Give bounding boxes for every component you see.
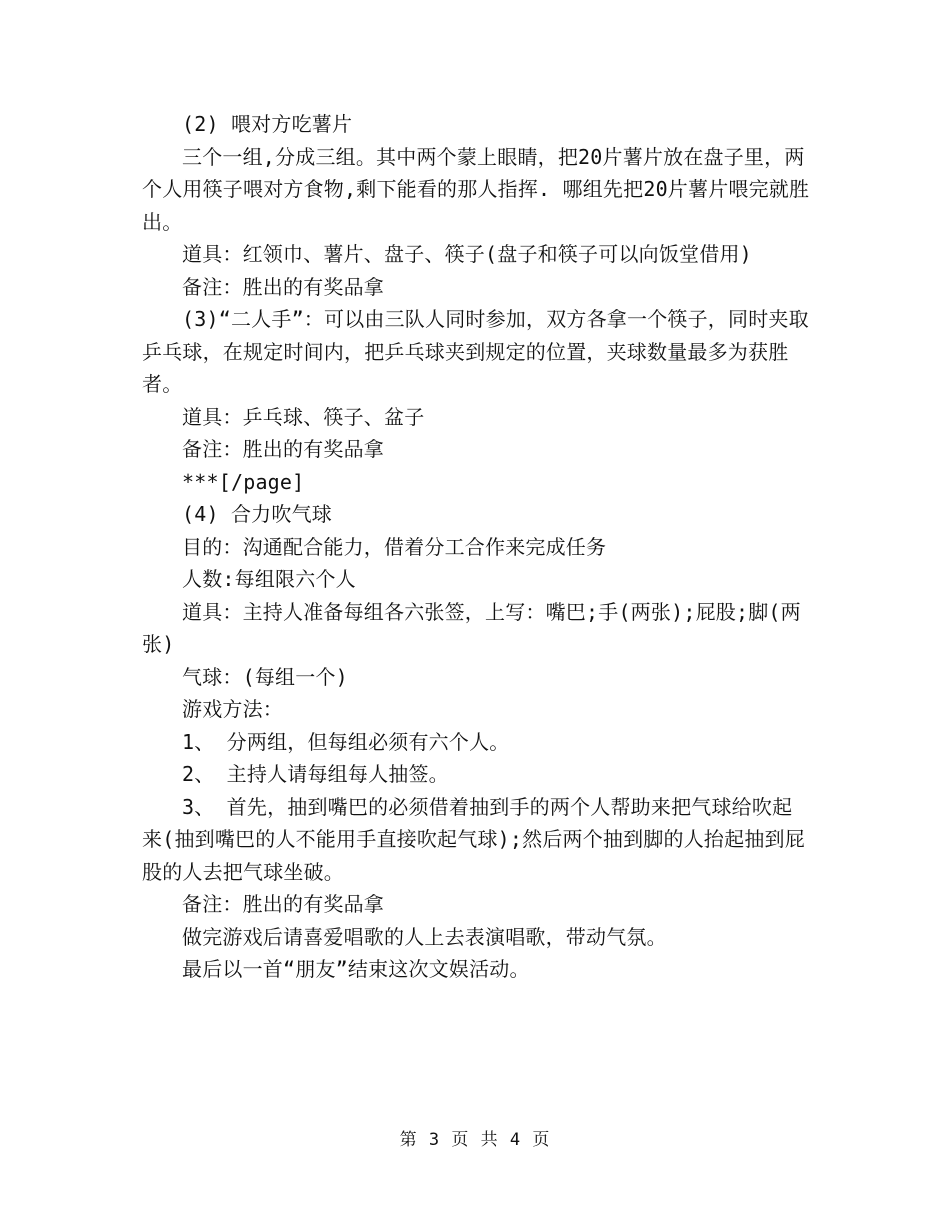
paragraph-balloon-people: 人数:每组限六个人 [182, 567, 356, 591]
paragraph-closing: 最后以一首“朋友”结束这次文娱活动。 [182, 957, 530, 981]
paragraph-balloon-purpose: 目的：沟通配合能力，借着分工合作来完成任务 [182, 534, 607, 559]
paragraph-feed-chips-props: 道具：红领巾、薯片、盘子、筷子(盘子和筷子可以向饭堂借用) [182, 242, 752, 266]
paragraph-two-hands-note: 备注：胜出的有奖品拿 [182, 437, 384, 461]
paragraph-balloon-props: 道具：主持人准备每组各六张签，上写：嘴巴;手(两张);屁股;脚(两张) [142, 599, 801, 656]
list-item-step-2: 2、 主持人请每组每人抽签。 [182, 762, 449, 786]
heading-feed-chips: (2) 喂对方吃薯片 [182, 112, 353, 136]
document-body [142, 108, 810, 986]
list-item-step-1: 1、 分两组，但每组必须有六个人。 [182, 729, 510, 754]
page-number-footer: 第 3 页 共 4 页 [399, 1130, 551, 1150]
paragraph-two-hands-props: 道具：乒乓球、筷子、盆子 [182, 404, 425, 429]
paragraph-balloon-balloons: 气球：(每组一个) [182, 664, 348, 689]
heading-blow-balloon: (4) 合力吹气球 [182, 502, 332, 526]
paragraph-after-games: 做完游戏后请喜爱唱歌的人上去表演唱歌，带动气氛。 [182, 924, 667, 949]
paragraph-feed-chips-note: 备注：胜出的有奖品拿 [182, 274, 384, 299]
page-marker: ***[/page] [182, 469, 305, 494]
paragraph-two-hands-rules: (3)“二人手”：可以由三队人同时参加，双方各拿一个筷子，同时夹取乒乓球，在规定时间内，把乒乓球夹到规定的位置，夹球数量最多为获胜者。 [142, 307, 809, 396]
paragraph-balloon-method-title: 游戏方法： [182, 697, 283, 721]
list-item-step-3: 3、 首先，抽到嘴巴的必须借着抽到手的两个人帮助来把气球给吹起来(抽到嘴巴的人不能用手直接吹起气球);然后两个抽到脚的人抬起抽到屁股的人去把气球坐破。 [142, 794, 805, 884]
paragraph-feed-chips-rules: 三个一组,分成三组。其中两个蒙上眼睛，把20片薯片放在盘子里，两个人用筷子喂对方食物,剩下能看的那人指挥. 哪组先把20片薯片喂完就胜出。 [142, 144, 810, 234]
paragraph-balloon-note: 备注：胜出的有奖品拿 [182, 892, 384, 916]
